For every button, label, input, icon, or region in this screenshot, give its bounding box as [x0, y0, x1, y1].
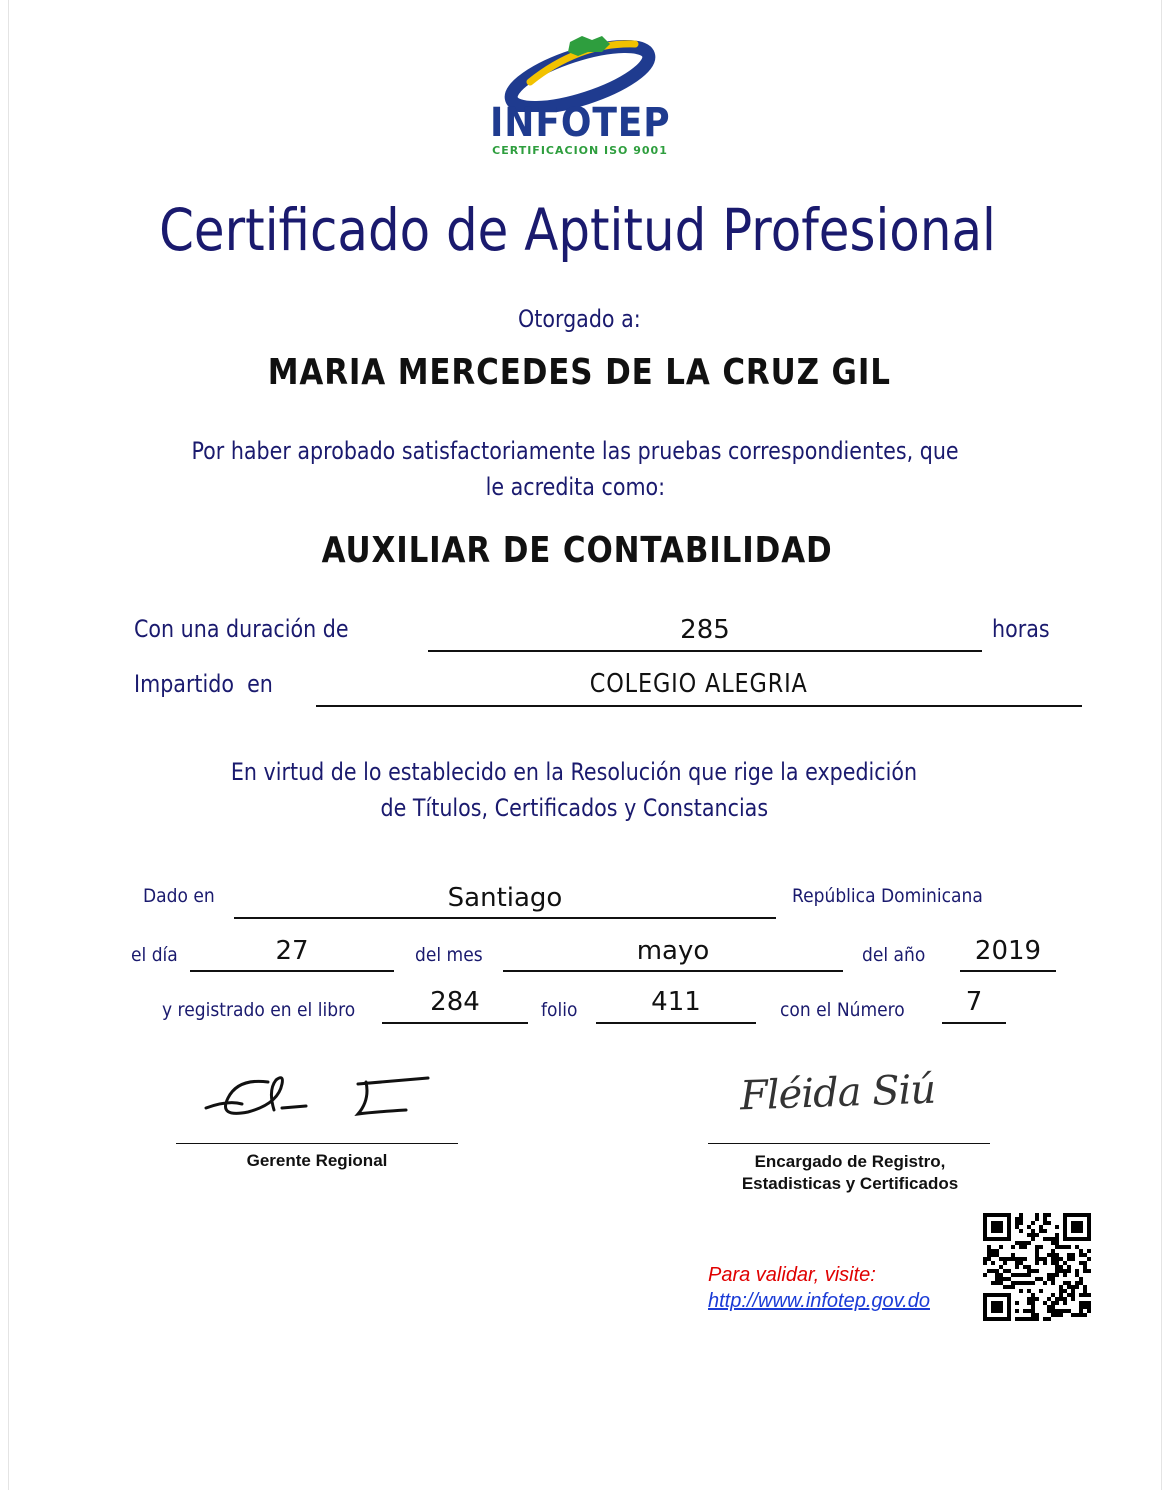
month-underline: [503, 970, 843, 972]
day-label: el día: [131, 944, 178, 966]
given-label: Dado en: [143, 885, 215, 907]
duration-value: 285: [680, 615, 730, 645]
venue-label: Impartido en: [134, 670, 273, 698]
awarded-label: Otorgado a:: [517, 305, 641, 333]
book-underline: [382, 1022, 528, 1024]
infotep-logo: [470, 22, 690, 162]
day-value: 27: [275, 936, 309, 966]
right-signature-text: Fléida Siú: [739, 1066, 936, 1120]
left-signature-line: [176, 1143, 458, 1144]
recipient-name: MARIA MERCEDES DE LA CRUZ GIL: [267, 352, 891, 393]
month-value: mayo: [636, 936, 710, 966]
left-signature-icon: [198, 1070, 438, 1140]
right-signature-title: Encargado de Registro, Estadisticas y Certificados: [741, 1152, 959, 1193]
day-underline: [190, 970, 394, 972]
book-label: y registrado en el libro: [162, 999, 356, 1021]
given-city: Santiago: [447, 883, 563, 913]
number-label: con el Número: [780, 999, 905, 1021]
logo-emblem-icon: [470, 22, 690, 112]
year-value: 2019: [974, 936, 1042, 966]
folio-underline: [596, 1022, 756, 1024]
duration-unit: horas: [992, 615, 1050, 643]
number-underline: [942, 1022, 1006, 1024]
logo-tagline: CERTIFICACION ISO 9001: [492, 144, 668, 157]
book-value: 284: [430, 987, 480, 1017]
qr-code-icon: [983, 1213, 1091, 1321]
validation-label: Para validar, visite:: [708, 1264, 876, 1286]
left-signature-title: Gerente Regional: [246, 1151, 388, 1170]
month-label: del mes: [415, 944, 483, 966]
folio-label: folio: [541, 999, 578, 1021]
logo-wordmark: INFOTEP: [490, 100, 671, 146]
qualification: AUXILIAR DE CONTABILIDAD: [321, 530, 833, 571]
duration-underline: [428, 650, 982, 652]
reason-text: Por haber aprobado satisfactoriamente las pruebas correspondientes, que le acredita como:: [191, 437, 959, 501]
year-label: del año: [862, 944, 926, 966]
year-underline: [960, 970, 1056, 972]
certificate-title: Certificado de Aptitud Profesional: [158, 196, 996, 264]
resolution-text: En virtud de lo establecido en la Resolución que rige la expedición de Títulos, Certificados y Constancias: [230, 758, 918, 822]
number-value: 7: [965, 987, 983, 1017]
venue-underline: [316, 705, 1082, 707]
validation-link[interactable]: http://www.infotep.gov.do: [708, 1290, 930, 1312]
venue-value: COLEGIO ALEGRIA: [590, 669, 808, 699]
folio-value: 411: [651, 987, 701, 1017]
given-country: República Dominicana: [792, 885, 983, 907]
duration-label: Con una duración de: [134, 615, 349, 643]
right-signature-line: [708, 1143, 990, 1144]
given-underline: [234, 917, 776, 919]
